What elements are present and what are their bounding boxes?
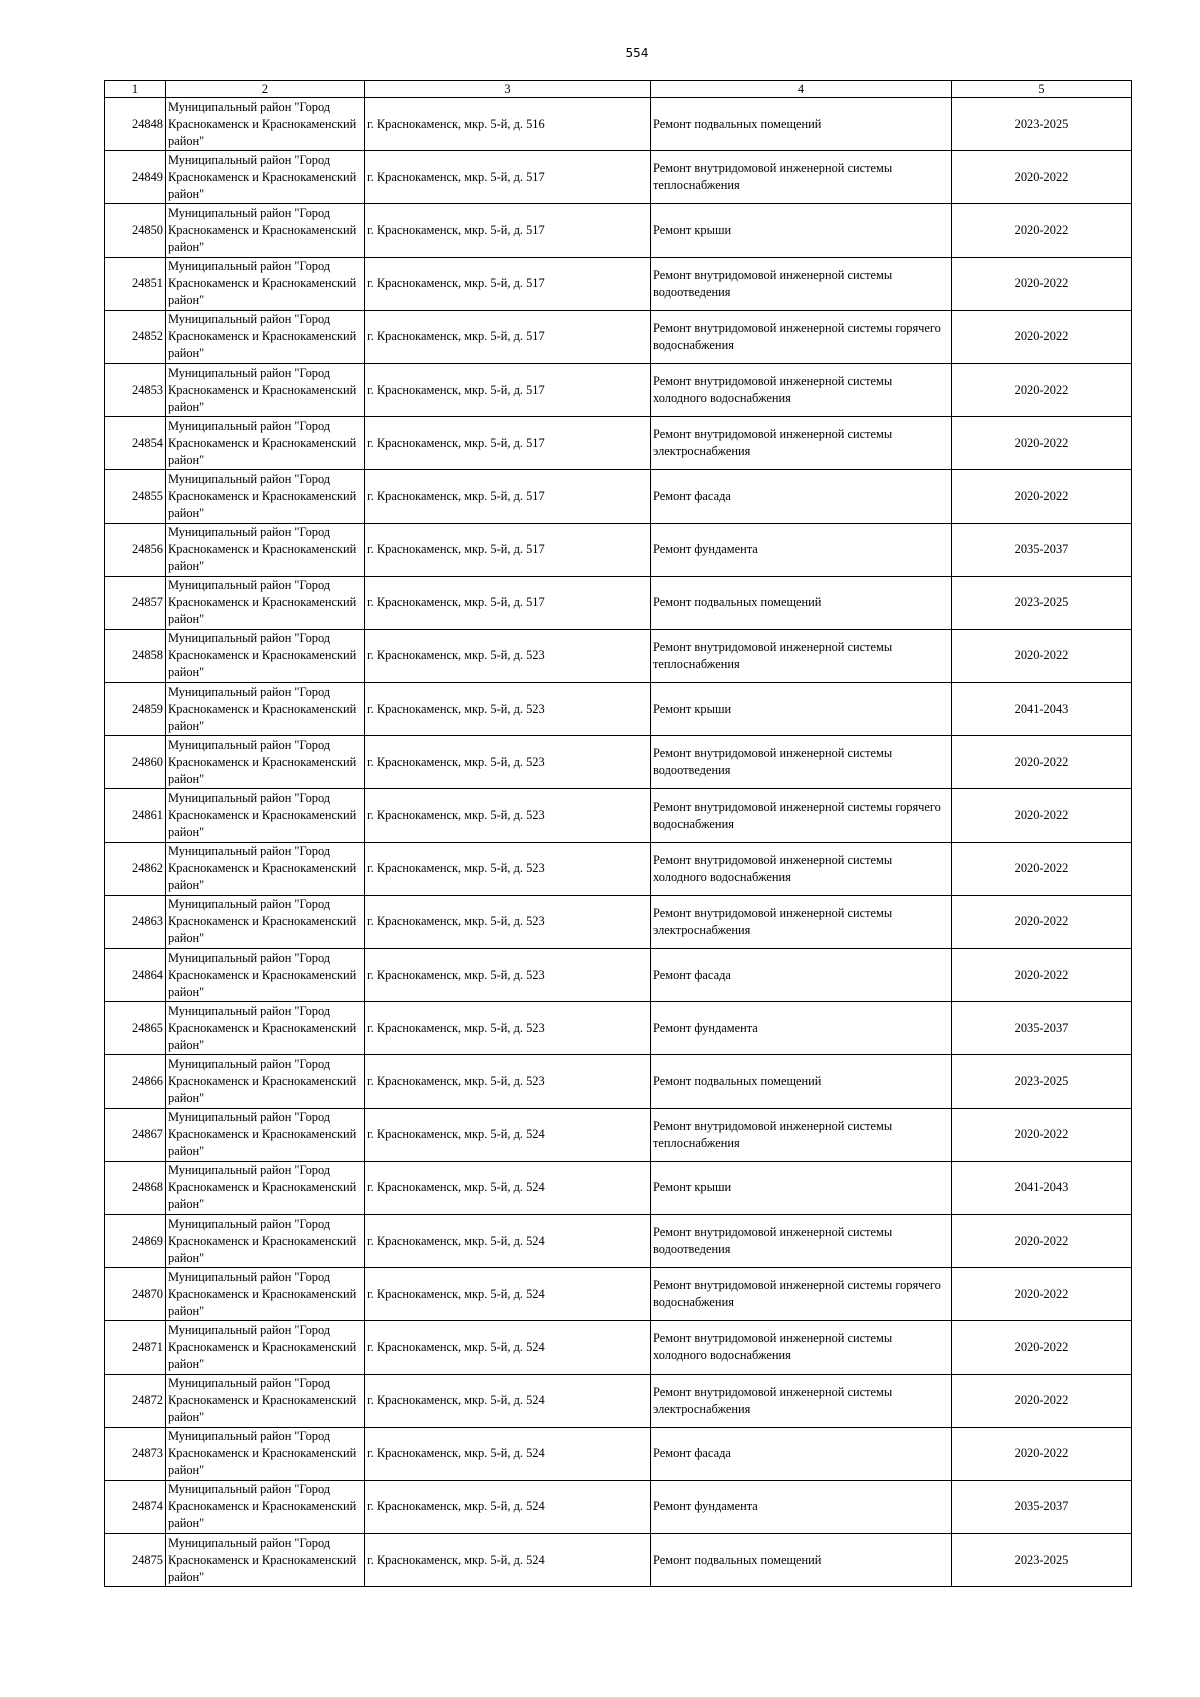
row-number: 24862 [105, 842, 166, 895]
municipality-cell: Муниципальный район "Город Краснокаменск и Краснокаменский район" [166, 151, 365, 204]
table-row [105, 683, 1132, 736]
row-number: 24869 [105, 1214, 166, 1267]
row-number: 24873 [105, 1427, 166, 1480]
row-number: 24875 [105, 1534, 166, 1587]
row-number: 24857 [105, 576, 166, 629]
work-type-cell: Ремонт крыши [651, 683, 952, 736]
table-row [105, 736, 1132, 789]
period-cell: 2023-2025 [952, 576, 1132, 629]
row-number: 24850 [105, 204, 166, 257]
address-cell: г. Краснокаменск, мкр. 5-й, д. 517 [365, 310, 651, 363]
municipality-cell: Муниципальный район "Город Краснокаменск и Краснокаменский район" [166, 470, 365, 523]
row-number: 24866 [105, 1055, 166, 1108]
row-number: 24871 [105, 1321, 166, 1374]
period-cell: 2020-2022 [952, 949, 1132, 1002]
address-cell: г. Краснокаменск, мкр. 5-й, д. 524 [365, 1374, 651, 1427]
municipality-cell: Муниципальный район "Город Краснокаменск и Краснокаменский район" [166, 1214, 365, 1267]
address-cell: г. Краснокаменск, мкр. 5-й, д. 523 [365, 683, 651, 736]
table-row [105, 576, 1132, 629]
address-cell: г. Краснокаменск, мкр. 5-й, д. 524 [365, 1214, 651, 1267]
address-cell: г. Краснокаменск, мкр. 5-й, д. 523 [365, 895, 651, 948]
row-number: 24864 [105, 949, 166, 1002]
address-cell: г. Краснокаменск, мкр. 5-й, д. 524 [365, 1161, 651, 1214]
table-row [105, 1108, 1132, 1161]
municipality-cell: Муниципальный район "Город Краснокаменск и Краснокаменский район" [166, 1161, 365, 1214]
work-type-cell: Ремонт крыши [651, 204, 952, 257]
period-cell: 2023-2025 [952, 1534, 1132, 1587]
work-type-cell: Ремонт внутридомовой инженерной системы водоотведения [651, 736, 952, 789]
table-row [105, 1161, 1132, 1214]
period-cell: 2020-2022 [952, 204, 1132, 257]
work-type-cell: Ремонт подвальных помещений [651, 1055, 952, 1108]
municipality-cell: Муниципальный район "Город Краснокаменск и Краснокаменский район" [166, 1002, 365, 1055]
period-cell: 2020-2022 [952, 895, 1132, 948]
address-cell: г. Краснокаменск, мкр. 5-й, д. 517 [365, 151, 651, 204]
address-cell: г. Краснокаменск, мкр. 5-й, д. 524 [365, 1534, 651, 1587]
table-row [105, 1268, 1132, 1321]
table-row [105, 1374, 1132, 1427]
period-cell: 2020-2022 [952, 1108, 1132, 1161]
address-cell: г. Краснокаменск, мкр. 5-й, д. 517 [365, 523, 651, 576]
address-cell: г. Краснокаменск, мкр. 5-й, д. 516 [365, 98, 651, 151]
row-number: 24868 [105, 1161, 166, 1214]
table-row [105, 363, 1132, 416]
municipality-cell: Муниципальный район "Город Краснокаменск и Краснокаменский район" [166, 1427, 365, 1480]
municipality-cell: Муниципальный район "Город Краснокаменск и Краснокаменский район" [166, 1268, 365, 1321]
table-row [105, 1321, 1132, 1374]
municipality-cell: Муниципальный район "Город Краснокаменск и Краснокаменский район" [166, 310, 365, 363]
period-cell: 2023-2025 [952, 1055, 1132, 1108]
municipality-cell: Муниципальный район "Город Краснокаменск и Краснокаменский район" [166, 629, 365, 682]
table-row [105, 151, 1132, 204]
period-cell: 2020-2022 [952, 151, 1132, 204]
work-type-cell: Ремонт фасада [651, 1427, 952, 1480]
table-row [105, 1427, 1132, 1480]
work-type-cell: Ремонт внутридомовой инженерной системы теплоснабжения [651, 1108, 952, 1161]
address-cell: г. Краснокаменск, мкр. 5-й, д. 523 [365, 842, 651, 895]
address-cell: г. Краснокаменск, мкр. 5-й, д. 524 [365, 1321, 651, 1374]
period-cell: 2020-2022 [952, 1427, 1132, 1480]
table-body [105, 98, 1132, 1587]
work-type-cell: Ремонт фасада [651, 470, 952, 523]
table-row [105, 1534, 1132, 1587]
work-type-cell: Ремонт внутридомовой инженерной системы электроснабжения [651, 417, 952, 470]
municipality-cell: Муниципальный район "Город Краснокаменск и Краснокаменский район" [166, 789, 365, 842]
column-header-5: 5 [952, 81, 1132, 98]
address-cell: г. Краснокаменск, мкр. 5-й, д. 523 [365, 736, 651, 789]
row-number: 24853 [105, 363, 166, 416]
work-type-cell: Ремонт внутридомовой инженерной системы горячего водоснабжения [651, 789, 952, 842]
column-header-2: 2 [166, 81, 365, 98]
row-number: 24865 [105, 1002, 166, 1055]
municipality-cell: Муниципальный район "Город Краснокаменск и Краснокаменский район" [166, 1108, 365, 1161]
work-type-cell: Ремонт подвальных помещений [651, 576, 952, 629]
period-cell: 2035-2037 [952, 1002, 1132, 1055]
table-row [105, 1480, 1132, 1533]
row-number: 24872 [105, 1374, 166, 1427]
row-number: 24859 [105, 683, 166, 736]
row-number: 24856 [105, 523, 166, 576]
address-cell: г. Краснокаменск, мкр. 5-й, д. 517 [365, 470, 651, 523]
work-type-cell: Ремонт фундамента [651, 1480, 952, 1533]
row-number: 24867 [105, 1108, 166, 1161]
municipality-cell: Муниципальный район "Город Краснокаменск и Краснокаменский район" [166, 842, 365, 895]
work-type-cell: Ремонт внутридомовой инженерной системы электроснабжения [651, 1374, 952, 1427]
work-type-cell: Ремонт подвальных помещений [651, 98, 952, 151]
table-row [105, 1002, 1132, 1055]
work-type-cell: Ремонт внутридомовой инженерной системы холодного водоснабжения [651, 363, 952, 416]
table-row [105, 523, 1132, 576]
period-cell: 2035-2037 [952, 1480, 1132, 1533]
table-row [105, 789, 1132, 842]
municipality-cell: Муниципальный район "Город Краснокаменск и Краснокаменский район" [166, 204, 365, 257]
municipality-cell: Муниципальный район "Город Краснокаменск и Краснокаменский район" [166, 417, 365, 470]
address-cell: г. Краснокаменск, мкр. 5-й, д. 523 [365, 1002, 651, 1055]
municipality-cell: Муниципальный район "Город Краснокаменск и Краснокаменский район" [166, 1321, 365, 1374]
row-number: 24870 [105, 1268, 166, 1321]
municipality-cell: Муниципальный район "Город Краснокаменск и Краснокаменский район" [166, 683, 365, 736]
period-cell: 2020-2022 [952, 257, 1132, 310]
period-cell: 2020-2022 [952, 363, 1132, 416]
municipality-cell: Муниципальный район "Город Краснокаменск и Краснокаменский район" [166, 257, 365, 310]
table-header [105, 81, 1132, 98]
period-cell: 2020-2022 [952, 1214, 1132, 1267]
period-cell: 2023-2025 [952, 98, 1132, 151]
address-cell: г. Краснокаменск, мкр. 5-й, д. 524 [365, 1427, 651, 1480]
table-row [105, 842, 1132, 895]
column-header-1: 1 [105, 81, 166, 98]
work-type-cell: Ремонт внутридомовой инженерной системы теплоснабжения [651, 629, 952, 682]
period-cell: 2020-2022 [952, 789, 1132, 842]
address-cell: г. Краснокаменск, мкр. 5-й, д. 524 [365, 1268, 651, 1321]
address-cell: г. Краснокаменск, мкр. 5-й, д. 517 [365, 576, 651, 629]
header-row [105, 81, 1132, 98]
registry-table [104, 80, 1132, 1587]
work-type-cell: Ремонт внутридомовой инженерной системы теплоснабжения [651, 151, 952, 204]
work-type-cell: Ремонт внутридомовой инженерной системы холодного водоснабжения [651, 842, 952, 895]
municipality-cell: Муниципальный район "Город Краснокаменск и Краснокаменский район" [166, 523, 365, 576]
municipality-cell: Муниципальный район "Город Краснокаменск и Краснокаменский район" [166, 363, 365, 416]
table-row [105, 470, 1132, 523]
period-cell: 2041-2043 [952, 683, 1132, 736]
column-header-3: 3 [365, 81, 651, 98]
table-row [105, 417, 1132, 470]
work-type-cell: Ремонт внутридомовой инженерной системы водоотведения [651, 257, 952, 310]
period-cell: 2020-2022 [952, 736, 1132, 789]
period-cell: 2020-2022 [952, 842, 1132, 895]
period-cell: 2041-2043 [952, 1161, 1132, 1214]
work-type-cell: Ремонт внутридомовой инженерной системы холодного водоснабжения [651, 1321, 952, 1374]
municipality-cell: Муниципальный район "Город Краснокаменск и Краснокаменский район" [166, 98, 365, 151]
table-row [105, 1214, 1132, 1267]
table-row [105, 98, 1132, 151]
period-cell: 2020-2022 [952, 417, 1132, 470]
municipality-cell: Муниципальный район "Город Краснокаменск и Краснокаменский район" [166, 1480, 365, 1533]
municipality-cell: Муниципальный район "Город Краснокаменск и Краснокаменский район" [166, 1374, 365, 1427]
row-number: 24848 [105, 98, 166, 151]
address-cell: г. Краснокаменск, мкр. 5-й, д. 517 [365, 363, 651, 416]
work-type-cell: Ремонт внутридомовой инженерной системы горячего водоснабжения [651, 1268, 952, 1321]
table-row [105, 949, 1132, 1002]
work-type-cell: Ремонт фасада [651, 949, 952, 1002]
municipality-cell: Муниципальный район "Город Краснокаменск и Краснокаменский район" [166, 1055, 365, 1108]
municipality-cell: Муниципальный район "Город Краснокаменск и Краснокаменский район" [166, 1534, 365, 1587]
row-number: 24851 [105, 257, 166, 310]
period-cell: 2020-2022 [952, 1268, 1132, 1321]
municipality-cell: Муниципальный район "Город Краснокаменск и Краснокаменский район" [166, 576, 365, 629]
municipality-cell: Муниципальный район "Город Краснокаменск и Краснокаменский район" [166, 736, 365, 789]
address-cell: г. Краснокаменск, мкр. 5-й, д. 523 [365, 789, 651, 842]
municipality-cell: Муниципальный район "Город Краснокаменск и Краснокаменский район" [166, 895, 365, 948]
column-header-4: 4 [651, 81, 952, 98]
row-number: 24861 [105, 789, 166, 842]
address-cell: г. Краснокаменск, мкр. 5-й, д. 517 [365, 417, 651, 470]
row-number: 24860 [105, 736, 166, 789]
period-cell: 2020-2022 [952, 1374, 1132, 1427]
work-type-cell: Ремонт внутридомовой инженерной системы водоотведения [651, 1214, 952, 1267]
row-number: 24874 [105, 1480, 166, 1533]
address-cell: г. Краснокаменск, мкр. 5-й, д. 523 [365, 949, 651, 1002]
work-type-cell: Ремонт фундамента [651, 1002, 952, 1055]
period-cell: 2020-2022 [952, 470, 1132, 523]
address-cell: г. Краснокаменск, мкр. 5-й, д. 524 [365, 1108, 651, 1161]
work-type-cell: Ремонт крыши [651, 1161, 952, 1214]
work-type-cell: Ремонт подвальных помещений [651, 1534, 952, 1587]
period-cell: 2020-2022 [952, 310, 1132, 363]
table-row [105, 204, 1132, 257]
period-cell: 2035-2037 [952, 523, 1132, 576]
row-number: 24855 [105, 470, 166, 523]
address-cell: г. Краснокаменск, мкр. 5-й, д. 517 [365, 257, 651, 310]
row-number: 24858 [105, 629, 166, 682]
page-number: 554 [625, 46, 649, 60]
address-cell: г. Краснокаменск, мкр. 5-й, д. 524 [365, 1480, 651, 1533]
table-row [105, 629, 1132, 682]
address-cell: г. Краснокаменск, мкр. 5-й, д. 523 [365, 629, 651, 682]
address-cell: г. Краснокаменск, мкр. 5-й, д. 517 [365, 204, 651, 257]
row-number: 24849 [105, 151, 166, 204]
work-type-cell: Ремонт фундамента [651, 523, 952, 576]
row-number: 24863 [105, 895, 166, 948]
address-cell: г. Краснокаменск, мкр. 5-й, д. 523 [365, 1055, 651, 1108]
table-row [105, 895, 1132, 948]
table-row [105, 1055, 1132, 1108]
municipality-cell: Муниципальный район "Город Краснокаменск и Краснокаменский район" [166, 949, 365, 1002]
row-number: 24852 [105, 310, 166, 363]
period-cell: 2020-2022 [952, 629, 1132, 682]
table-row [105, 257, 1132, 310]
work-type-cell: Ремонт внутридомовой инженерной системы горячего водоснабжения [651, 310, 952, 363]
table-row [105, 310, 1132, 363]
period-cell: 2020-2022 [952, 1321, 1132, 1374]
work-type-cell: Ремонт внутридомовой инженерной системы электроснабжения [651, 895, 952, 948]
row-number: 24854 [105, 417, 166, 470]
